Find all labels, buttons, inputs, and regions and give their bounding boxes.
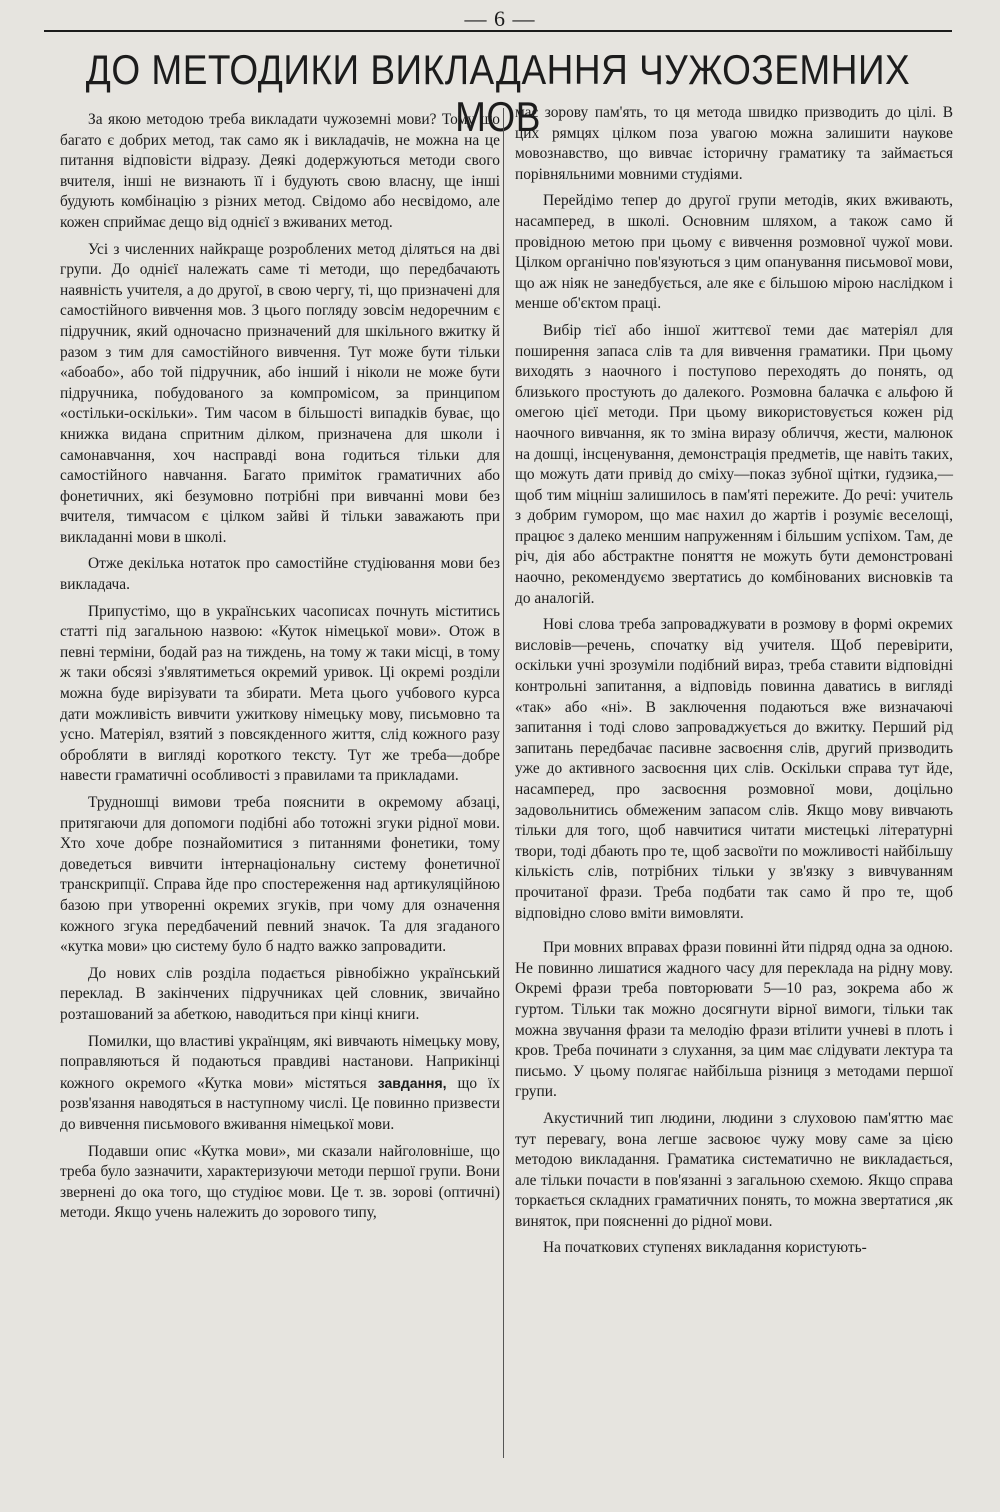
article-title: ДО МЕТОДИКИ ВИКЛАДАННЯ ЧУЖОЗЕМНИХ МОВ bbox=[85, 46, 911, 140]
paragraph: Усі з численних найкраще розроблених метод діляться на дві групи. До однієї належать саме ті методи, що передбачають наявність учителя, а до другої, в свою чергу, ті, що призначені для самостійного вивчення мов. З цього погляду зовсім недоречним є підручник, який одночасно призначений для шкільного вжитку й разом з тим для самостійного вивчення. Тут може бути тільки «абоабо», або той підручник, або інший і ніколи не може бути підручника, побудованого за компромісом, за принципом «остільки-оскільки». Тим часом в більшості випадків буває, що книжка видана спритним ділком, призначена для школи і самонавчання, хоч насправді вона годиться тільки для самостійного навчання. Багато приміток граматичних або фонетичних, які безумовно потрібні при вивчанні мови без вчителя, тимчасом є цілком зайві й тільки заважають при викладанні мови в школі. bbox=[60, 240, 500, 546]
column-divider bbox=[503, 108, 504, 1458]
paragraph: Акустичний тип людини, людини з слуховою пам'яттю має тут перевагу, вона легше засвоює чужу мову саме за цією методою викладання. Граматика систематично не викладається, але тільки почасти в пов'язанні з загальною схемою. Якщо справа торкається складних граматичних понять, то можна звертатися ,як виняток, при поясненні до рідної мови. bbox=[515, 1109, 953, 1230]
left-column bbox=[60, 110, 500, 1230]
paragraph: Вибір тієї або іншої життєвої теми дає матеріял для поширення запаса слів та для вивчення граматики. При цьому виходять з наочного і поступово переходять до понять, од близького простують до далекого. Розмовна балачка є альфою й омегою цієї методи. При цьому використовується кожен рід наочного вивчання, як то зміна виразу обличчя, жести, малюнок на дошці, інсценування, демонстрація предметів, ще навіть таких, що можуть дати привід до сміху—показ зубної щітки, ґудзика,—щоб тим міцніш залишилось в пам'яті пережите. До речі: учитель з добрим гумором, що має нахил до жартів і розуміє веселощі, працює з далеко меншим напруженням і більшим успіхом. Там, де річ, дія або абстрактне поняття не можуть бути демонстровані наочно, рекомендуємо звертатись до комбінованих висновків та до аналогій. bbox=[515, 321, 953, 607]
paragraph: Припустімо, що в українських часописах почнуть міститись статті під загальною назвою: «Куток німецької мови». Отож в певні терміни, бодай раз на тиждень, на тому ж таки місці, в тому ж таки обсязі з'являтиметься окремий уривок. Ці окремі розділи можна буде вирізувати та збирати. Мета цього учбового курса дати можливість вивчити ужиткову німецьку мову, письмовно та усно. Матеріял, взятий з повсякденного життя, слід кожного разу обробляти в вигляді короткого тексту. Тут же треба—добре навести граматичні особливості з правилами та прикладами. bbox=[60, 602, 500, 785]
paragraph: Отже декілька нотаток про самостійне студіювання мови без викладача. bbox=[60, 555, 500, 594]
paragraph: На початкових ступенях викладання користують- bbox=[543, 1239, 867, 1257]
right-column bbox=[515, 103, 953, 1265]
header-rule bbox=[44, 30, 952, 32]
paragraph bbox=[60, 1032, 500, 1136]
paragraph: За якою методою треба викладати чужоземні мови? Тому що багато є добрих метод, так само як і викладачів, не можна на це питання відповісти відразу. Деякі додержуються методи свого вчителя, інші не визнають її і будують свою власну, ще інші будують комбінацію з різних метод. Свідомо або несвідомо, але кожен сприймає дещо від однієї з вживаних метод. bbox=[60, 111, 500, 231]
paragraph: До нових слів розділа подається рівнобіжно український переклад. В закінчених підручниках цей словник, звичайно розташований за абеткою, наводиться при кінці книги. bbox=[60, 964, 500, 1023]
paragraph: Трудношці вимови треба пояснити в окремому абзаці, притягаючи для допомоги подібні або тотожні згуки рідної мови. Хто хоче добре познайомитися з питаннями фонетики, тому доведеться вивчити інтернаціональну систему фонетичної транскрипції. Справа йде про спостереження над артикуляційною базою при утворенні окремих згуків, при чому для означення кожного згука передбачений певний значок. Та для згаданого «кутка мови» цю систему було б надто важко запровадити. bbox=[60, 794, 500, 956]
paragraph: Подавши опис «Кутка мови», ми сказали найголовніше, що треба було зазначити, характеризуючи методи першої групи. Вони звернені до ока того, що студіює мови. Це т. зв. зорові (оптичні) методи. Якщо учень належить до зорового типу, bbox=[60, 1142, 500, 1222]
page-number: — 6 — bbox=[464, 6, 536, 31]
bold-term: завдання, bbox=[377, 1074, 447, 1091]
paragraph: Перейдімо тепер до другої групи методів, яких вживають, насамперед, в школі. Основним шляхом, а також само й провідною метою при цьому є вивчення розмовної чужої мови. Цілком органічно пов'язуються з цим опанування письмової мови, що аж ніяк не занедбується, але яке є більшою мірою наслідком і менше об'єктом праці. bbox=[515, 192, 953, 313]
paragraph-text: що їх розв'язання наводяться в наступному числі. Це повинно призвести до вивчення письмового вживання німецької мови. bbox=[60, 1074, 500, 1133]
paragraph: Нові слова треба запроваджувати в розмову в формі окремих висловів—речень, спочатку від учителя. Щоб перевірити, оскільки учні зрозуміли подібний вираз, треба ставити відповідні контрольні запитання, а відповідь повинна даватись в вигляді «так» або «ні». В заключення подаються вже визначаючі запитання і тоді слово запроваджується до вжитку. Перший рід запитань передбачає пасивне засвоєння слів, другий призводить уже до активного засвоєння цих слів. Оскільки справа тут йде, насамперед, про засвоєння розмовної мови, доцільно задовольнитись обмеженим запасом слів. Якщо мову вивчають тільки для того, щоб навчитися читати мистецькі літературні твори, тоді дбають про те, щоб засвоїти по можливості найбільшу кількість слів, потрібних тільки у зв'язку з вивчуванням прочитаної фрази. Треба подбати так само й про те, щоб відповідно слово вміти вимовляти. bbox=[515, 616, 953, 922]
paragraph-text: Помилки, що властиві українцям, які вивчають німецьку мову, поправляються й подаються правдиві настанови. Наприкінці кожного окремого «Кутка мови» містяться bbox=[60, 1032, 500, 1092]
paragraph: При мовних вправах фрази повинні йти підряд одна за одною. Не повинно лишатися жадного часу для переклада на рідну мову. Окремі фрази треба повторювати 5—10 раз, зокрема або ж гуртом. Тільки так можно досягнути вірної вимоги, тільки так можна звучання фрази та мелодію фрази втілити учневі в плоть і кров. Треба починати з слухання, за цим має слідувати лектура та письмо. У цьому полягає найбільша різниця з методами першої групи. bbox=[515, 939, 953, 1101]
paragraph: має зорову пам'ять, то ця метода швидко призводить до цілі. В цих рямцях цілком поза увагою можна залишити наукове мовознавство, що вивчає історичну граматику та займається порівняльними мовними студіями. bbox=[515, 104, 953, 183]
